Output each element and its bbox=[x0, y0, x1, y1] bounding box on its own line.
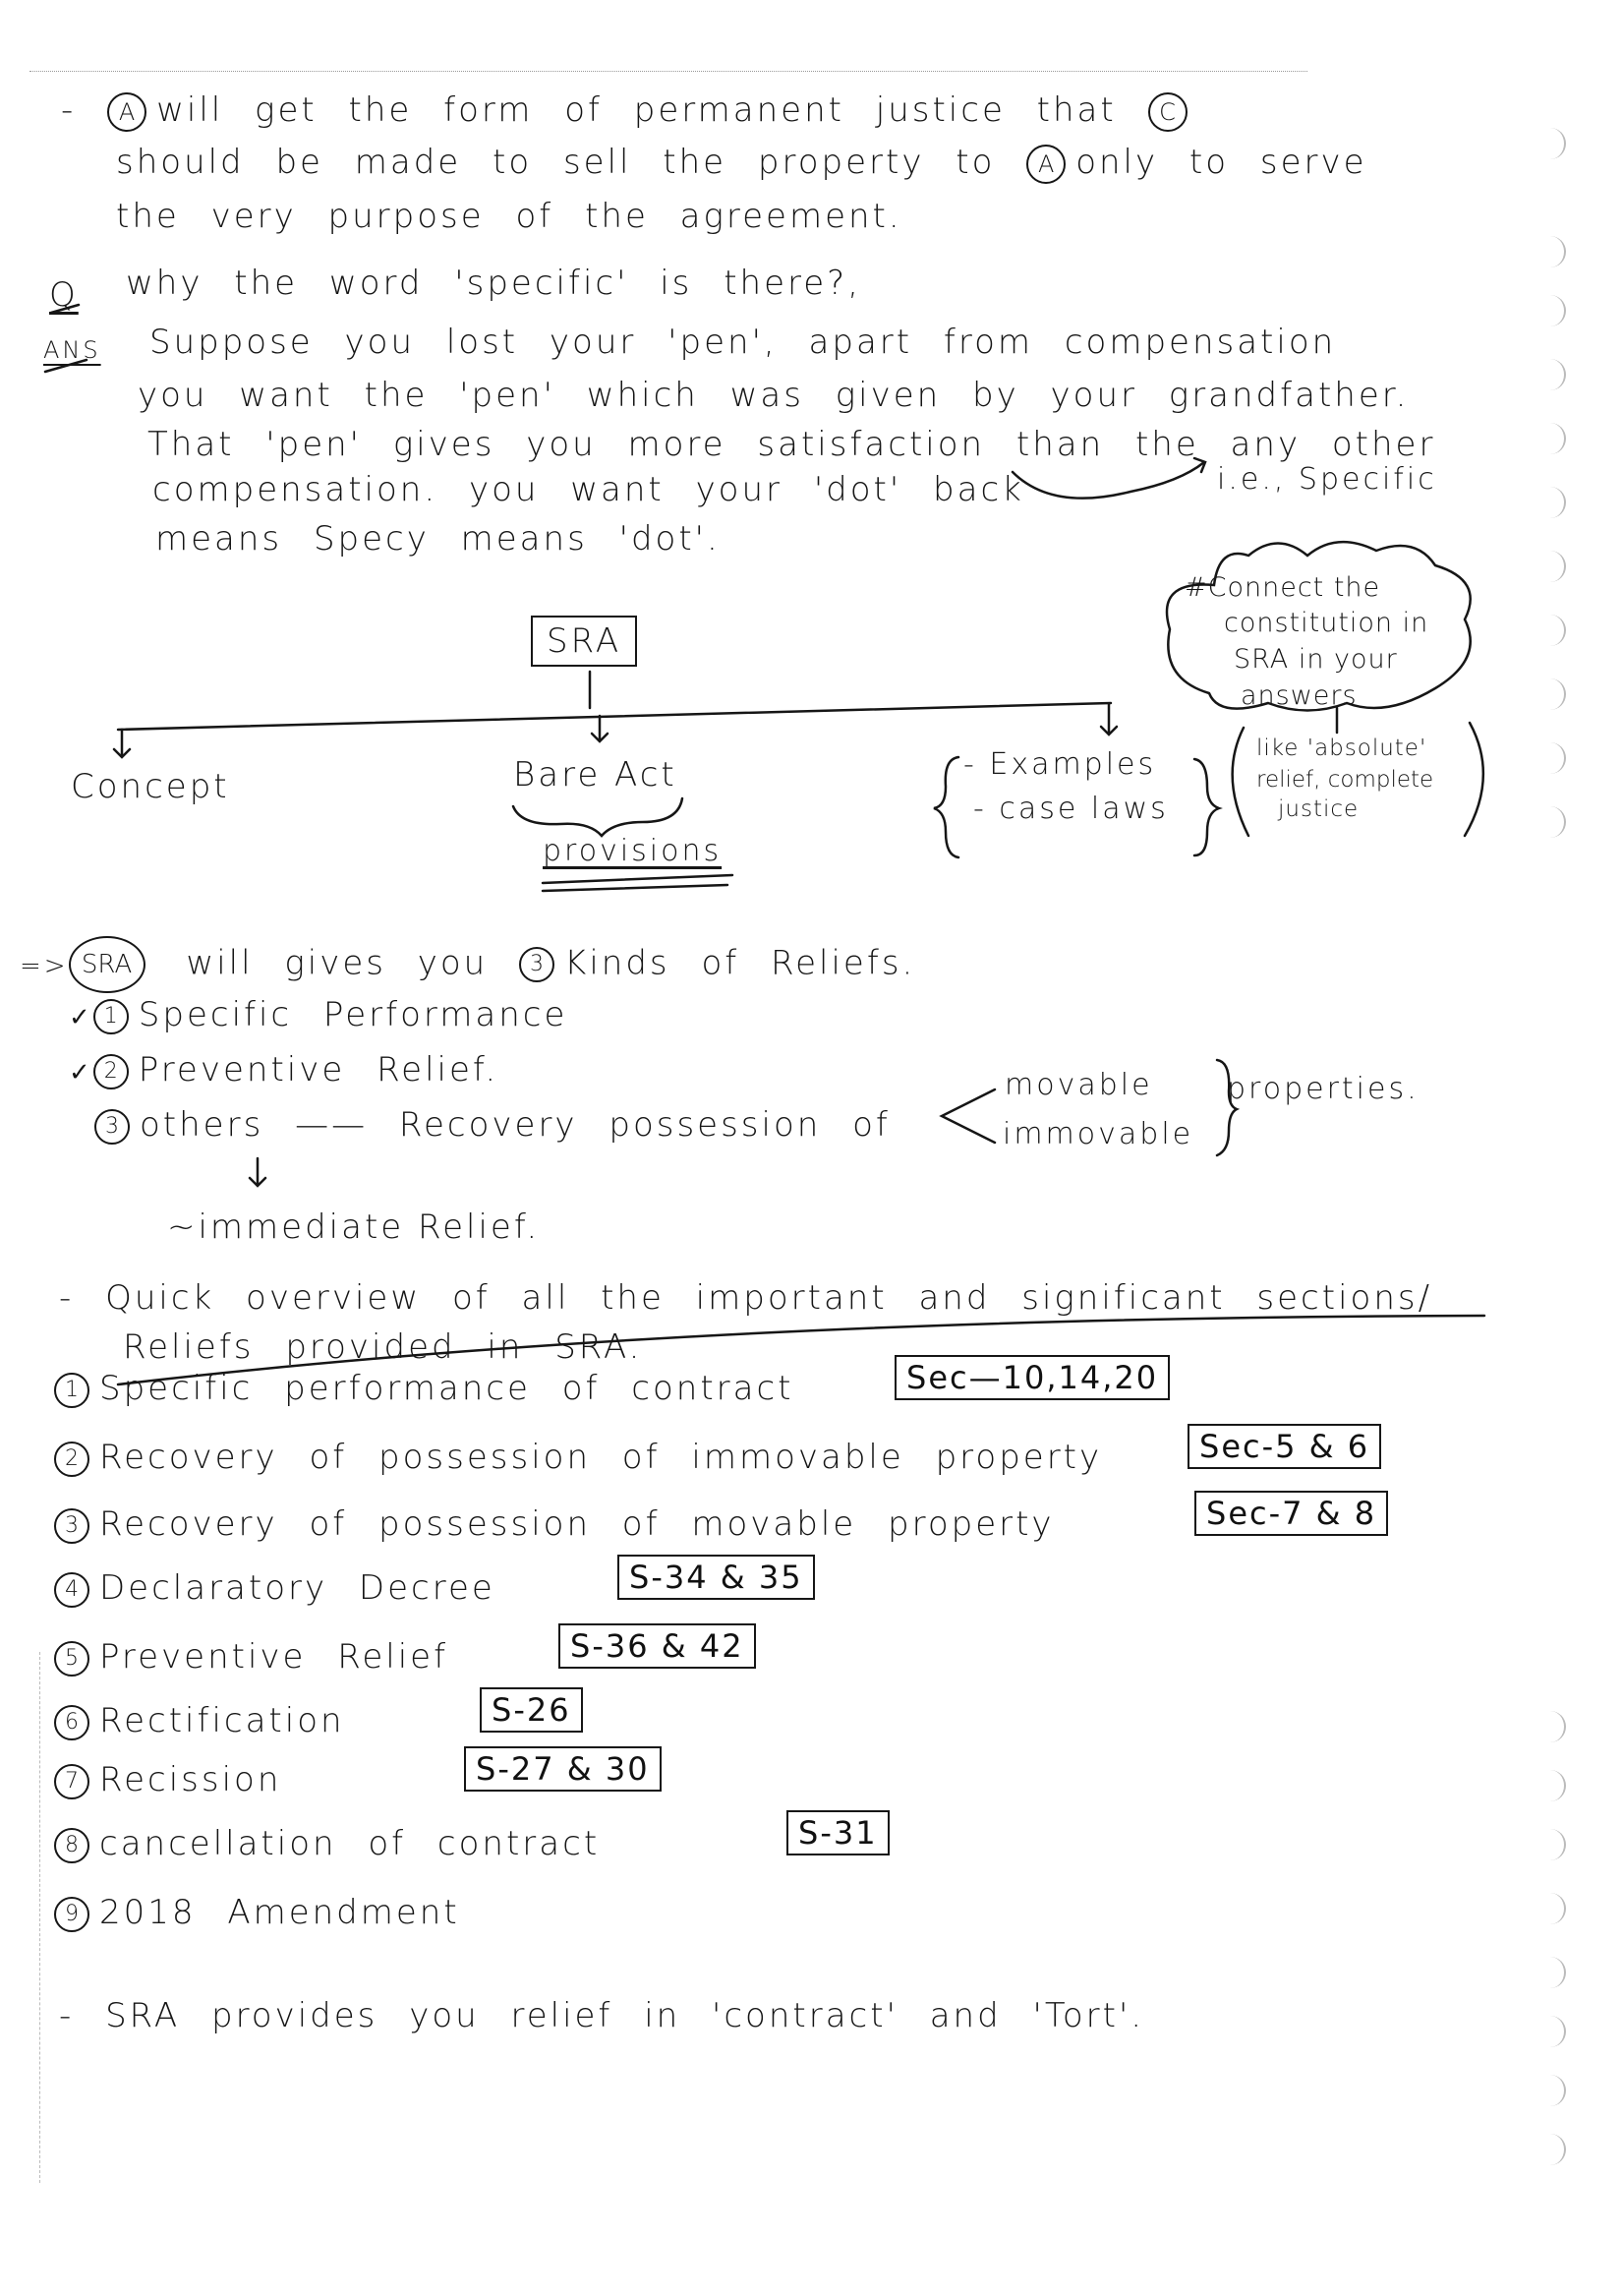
overview-item-text: Rectification bbox=[99, 1701, 345, 1740]
para1-text2b: only to serve bbox=[1075, 143, 1367, 182]
overview-item-text: Declaratory Decree bbox=[99, 1568, 495, 1608]
paren-left bbox=[1233, 728, 1248, 836]
section-ref-box: S-36 & 42 bbox=[558, 1623, 756, 1669]
curved-arrow-icon bbox=[1013, 462, 1204, 499]
branch-icon bbox=[942, 1089, 995, 1143]
circled-a: A bbox=[1026, 145, 1066, 184]
para1-text1: will get the form of permanent justice that bbox=[156, 90, 1117, 130]
section-ref-box: Sec-7 & 8 bbox=[1194, 1491, 1388, 1536]
circled-number: 2 bbox=[54, 1442, 89, 1477]
answer-line: compensation. you want your 'dot' back bbox=[152, 470, 1024, 509]
diagram-branch-bare-act: Bare Act bbox=[513, 755, 677, 795]
cloud-sub-line: like 'absolute' bbox=[1256, 736, 1427, 761]
cloud-line: constitution in bbox=[1224, 608, 1429, 638]
section-ref-box: S-34 & 35 bbox=[617, 1555, 815, 1600]
paren-right bbox=[1465, 723, 1483, 836]
answer-line: Suppose you lost your 'pen', apart from compensation bbox=[149, 323, 1337, 362]
bullet: - bbox=[59, 1278, 75, 1318]
underline-stroke bbox=[51, 305, 79, 313]
overview-line2: Reliefs provided in SRA. bbox=[123, 1327, 643, 1367]
question-text: why the word 'specific' is there?, bbox=[126, 264, 862, 303]
bullet: - bbox=[61, 90, 77, 130]
section-ref-box: S-31 bbox=[786, 1810, 890, 1855]
overview-item-text: Recovery of possession of movable property bbox=[99, 1504, 1055, 1544]
answer-label: ANS bbox=[43, 336, 101, 364]
overview-item-text: Recovery of possession of immovable property bbox=[99, 1438, 1103, 1477]
check-icon: ✓ bbox=[69, 1003, 93, 1032]
closing-text: SRA provides you relief in 'contract' and 'Tort'. bbox=[105, 1996, 1145, 2035]
overview-text1: Quick overview of all the important and significant sections/ bbox=[105, 1278, 1433, 1318]
arrow-note: i.e., Specific bbox=[1217, 462, 1437, 497]
implies-arrow-icon: => bbox=[20, 951, 69, 981]
answer-line: means Specy means 'dot'. bbox=[155, 519, 721, 559]
intro-tail: Kinds of Reliefs. bbox=[564, 943, 916, 983]
relief-item-text: Preventive Relief. bbox=[138, 1050, 499, 1089]
overview-item-text: 2018 Amendment bbox=[99, 1893, 460, 1932]
circled-number: 5 bbox=[54, 1641, 89, 1677]
cloud-sub-line: justice bbox=[1278, 796, 1360, 822]
para1-line3: the very purpose of the agreement. bbox=[116, 197, 902, 236]
diagram-provisions: provisions bbox=[543, 834, 723, 868]
diagram-root-sra: SRA bbox=[531, 616, 637, 667]
branch-movable: movable bbox=[1005, 1068, 1153, 1102]
overview-item-text: cancellation of contract bbox=[99, 1824, 601, 1863]
cloud-line: SRA in your bbox=[1234, 644, 1398, 675]
circled-number: 6 bbox=[54, 1705, 89, 1740]
diagram-examples: - Examples bbox=[963, 747, 1157, 782]
down-arrow-icon bbox=[250, 1158, 265, 1186]
circled-number: 8 bbox=[54, 1828, 89, 1863]
cloud-shape bbox=[1167, 542, 1471, 710]
circled-sra: SRA bbox=[69, 936, 145, 993]
underline-stroke bbox=[543, 885, 727, 891]
immediate-relief: ~immediate Relief. bbox=[167, 1207, 541, 1247]
tree-bar bbox=[118, 703, 1111, 730]
down-arrow-icon bbox=[1101, 704, 1117, 735]
branch-properties: properties. bbox=[1227, 1072, 1420, 1106]
overview-item-text: Specific performance of contract bbox=[99, 1369, 794, 1408]
brace-right-icon bbox=[1194, 759, 1219, 855]
circled-number: 3 bbox=[54, 1508, 89, 1544]
brace-right-icon bbox=[1217, 1060, 1237, 1155]
diagram-branch-concept: Concept bbox=[71, 767, 230, 806]
circled-number: 9 bbox=[54, 1897, 89, 1932]
circled-number: 4 bbox=[54, 1572, 89, 1608]
underline-stroke bbox=[543, 875, 732, 883]
circled-number: 3 bbox=[94, 1109, 130, 1145]
circled-c: C bbox=[1148, 92, 1188, 132]
section-ref-box: Sec-5 & 6 bbox=[1188, 1424, 1381, 1469]
section-ref-box: S-26 bbox=[480, 1687, 583, 1733]
brace-stroke bbox=[513, 798, 682, 836]
cloud-line: #Connect the bbox=[1185, 572, 1381, 603]
answer-line: That 'pen' gives you more satisfaction than the any other bbox=[147, 425, 1436, 464]
answer-line: you want the 'pen' which was given by your grandfather. bbox=[138, 376, 1410, 415]
overview-item-text: Preventive Relief bbox=[99, 1637, 449, 1677]
intro-text: will gives you bbox=[186, 943, 489, 983]
divider-line bbox=[118, 1316, 1484, 1384]
circled-a: A bbox=[107, 92, 146, 132]
brace-left-icon bbox=[934, 757, 958, 857]
cloud-line: answers bbox=[1241, 680, 1358, 711]
diagram-case-laws: - case laws bbox=[973, 792, 1169, 826]
down-arrow-icon bbox=[592, 716, 608, 741]
underline-stroke bbox=[45, 360, 87, 372]
question-label: Q bbox=[49, 275, 79, 315]
relief-item-text: Specific Performance bbox=[138, 995, 568, 1034]
section-ref-box: S-27 & 30 bbox=[464, 1746, 662, 1792]
circled-number: 7 bbox=[54, 1764, 89, 1799]
relief-item-text: others —— Recovery possession of bbox=[140, 1105, 891, 1145]
circled-number: 1 bbox=[93, 999, 129, 1034]
overview-item-text: Recission bbox=[99, 1760, 282, 1799]
check-icon: ✓ bbox=[69, 1058, 93, 1088]
circled-number: 3 bbox=[519, 947, 554, 982]
branch-immovable: immovable bbox=[1003, 1117, 1194, 1151]
down-arrow-icon bbox=[114, 730, 130, 757]
cloud-sub-line: relief, complete bbox=[1256, 767, 1434, 793]
bullet: - bbox=[59, 1996, 75, 2035]
circled-number: 2 bbox=[93, 1054, 129, 1089]
para1-text2a: should be made to sell the property to bbox=[116, 143, 996, 182]
section-ref-box: Sec—10,14,20 bbox=[895, 1355, 1170, 1400]
circled-number: 1 bbox=[54, 1373, 89, 1408]
